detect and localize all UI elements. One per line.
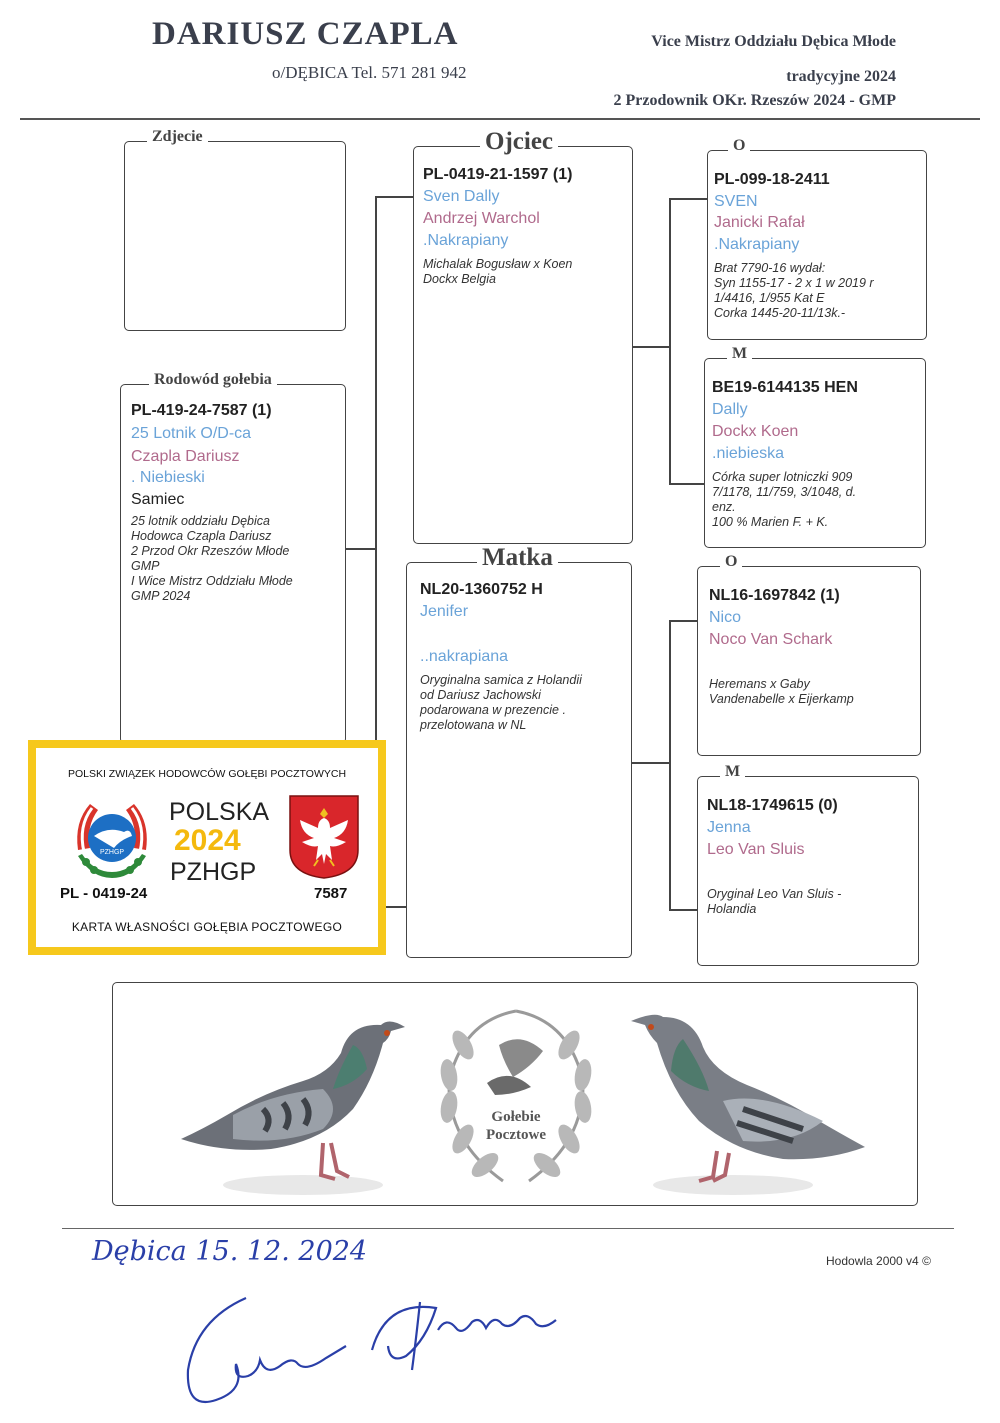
connector-line	[669, 620, 671, 910]
subject-label: Rodowód gołebia	[149, 371, 277, 389]
svg-text:PZHGP: PZHGP	[99, 849, 125, 856]
subject-box	[120, 371, 346, 744]
pzhgp-logo-icon	[64, 792, 160, 882]
pigeon-left-icon	[153, 989, 433, 1199]
card-caption: KARTA WŁASNOŚCI GOŁĘBIA POCZTOWEGO	[71, 920, 343, 934]
footer-divider	[62, 1228, 954, 1229]
ownership-card	[28, 740, 386, 955]
mother-notes: Oryginalna samica z Holandii od Dariusz Jachowski podarowana w prezencie . przelotowana w NL	[420, 673, 582, 732]
breeder-contact: o/DĘBICA Tel. 571 281 942	[272, 63, 467, 82]
subject-name: 25 Lotnik O/D-ca	[131, 425, 252, 442]
connector-line	[669, 620, 697, 622]
svg-text:Pocztowe: Pocztowe	[486, 1127, 546, 1143]
maternal-grandfather-ring: NL16-1697842 (1)	[709, 587, 840, 604]
connector-line	[669, 198, 707, 200]
maternal-grandfather-notes: Heremans x Gaby Vandenabelle x Eijerkamp	[709, 677, 854, 706]
handwritten-signature-icon	[176, 1280, 576, 1420]
paternal-grandfather-ring: PL-099-18-2411	[714, 171, 830, 188]
connector-line	[632, 762, 670, 764]
subject-sex: Samiec	[131, 491, 185, 508]
connector-line	[669, 198, 671, 484]
paternal-grandmother-notes: Córka super lotniczki 909 7/1178, 11/759, 3/1048, d. enz. 100 % Marien F. + K.	[712, 470, 857, 529]
maternal-grandfather-box	[697, 553, 921, 756]
signature-date: Dębica 15. 12. 2024	[92, 1236, 368, 1267]
mother-color: ..nakrapiana	[420, 648, 509, 665]
card-org: PZHGP	[170, 858, 257, 886]
card-year: 2024	[174, 824, 241, 857]
paternal-grandmother-ring: BE19-6144135 HEN	[712, 379, 858, 396]
paternal-grandmother-owner: Dockx Koen	[712, 423, 799, 440]
father-name: Sven Dally	[423, 188, 500, 205]
breeder-name: DARIUSZ CZAPLA	[152, 16, 459, 52]
father-notes: Michalak Bogusław x Koen Dockx Belgia	[423, 257, 573, 286]
connector-line	[344, 548, 376, 550]
achievement-title-1: Vice Mistrz Oddziału Dębica Młode	[651, 33, 896, 50]
paternal-grandmother-color: .niebieska	[712, 445, 785, 462]
maternal-grandmother-box	[697, 763, 919, 966]
paternal-grandfather-notes: Brat 7790-16 wydał: Syn 1155-17 - 2 x 1 w 2019 r 1/4416, 1/955 Kat E Corka 1445-20-11/13k.-	[714, 261, 874, 320]
svg-text:Gołebie: Gołebie	[491, 1109, 541, 1125]
father-color: .Nakrapiany	[423, 232, 509, 249]
paternal-grandfather-label: O	[728, 137, 750, 155]
eagle-coat-of-arms-icon	[288, 794, 360, 880]
card-title: POLSKI ZWIĄZEK HODOWCÓW GOŁĘBI POCZTOWYCH	[67, 768, 347, 780]
achievement-title-3: 2 Przodownik OKr. Rzeszów 2024 - GMP	[613, 92, 896, 109]
subject-ring: PL-419-24-7587 (1)	[131, 402, 272, 419]
maternal-grandfather-label: O	[720, 553, 742, 571]
subject-notes: 25 lotnik oddziału Dębica Hodowca Czapla Dariusz 2 Przod Okr Rzeszów Młode GMP I Wice Mistrz Oddziału Młode GMP 2024	[131, 514, 293, 603]
maternal-grandmother-notes: Oryginał Leo Van Sluis - Holandia	[707, 887, 842, 916]
paternal-grandmother-box	[704, 345, 926, 548]
father-box	[413, 128, 633, 544]
photo-label: Zdjecie	[147, 128, 208, 146]
maternal-grandfather-owner: Noco Van Schark	[709, 631, 833, 648]
wreath-emblem-icon	[403, 991, 629, 1199]
maternal-grandfather-name: Nico	[709, 609, 742, 626]
paternal-grandmother-name: Dally	[712, 401, 748, 418]
maternal-grandmother-owner: Leo Van Sluis	[707, 841, 805, 858]
maternal-grandmother-label: M	[720, 763, 745, 781]
card-ring-prefix: PL - 0419-24	[60, 885, 148, 902]
maternal-grandmother-name: Jenna	[707, 819, 751, 836]
pigeon-right-icon	[613, 991, 893, 1201]
connector-line	[375, 196, 413, 198]
subject-color: . Niebieski	[131, 469, 205, 486]
achievement-title-2: tradycyjne 2024	[786, 68, 896, 85]
photo-box	[124, 128, 346, 331]
connector-line	[632, 346, 670, 348]
mother-ring: NL20-1360752 H	[420, 581, 543, 598]
paternal-grandfather-box	[707, 137, 927, 340]
card-ring-number: 7587	[314, 885, 348, 902]
mother-box	[406, 544, 632, 958]
father-owner: Andrzej Warchol	[423, 210, 540, 227]
father-label: Ojciec	[480, 128, 558, 156]
paternal-grandfather-name: SVEN	[714, 193, 758, 210]
subject-owner: Czapla Dariusz	[131, 448, 240, 465]
mother-label: Matka	[477, 544, 558, 572]
connector-line	[669, 909, 697, 911]
card-country: POLSKA	[169, 798, 270, 826]
header-divider	[20, 118, 980, 120]
paternal-grandfather-owner: Janicki Rafał	[714, 214, 805, 231]
mother-name: Jenifer	[420, 603, 469, 620]
paternal-grandfather-color: .Nakrapiany	[714, 236, 800, 253]
maternal-grandmother-ring: NL18-1749615 (0)	[707, 797, 838, 814]
paternal-grandmother-label: M	[727, 345, 752, 363]
connector-line	[669, 483, 707, 485]
software-credit: Hodowla 2000 v4 ©	[826, 1254, 931, 1268]
father-ring: PL-0419-21-1597 (1)	[423, 166, 573, 183]
pigeon-illustration-box	[112, 982, 918, 1206]
